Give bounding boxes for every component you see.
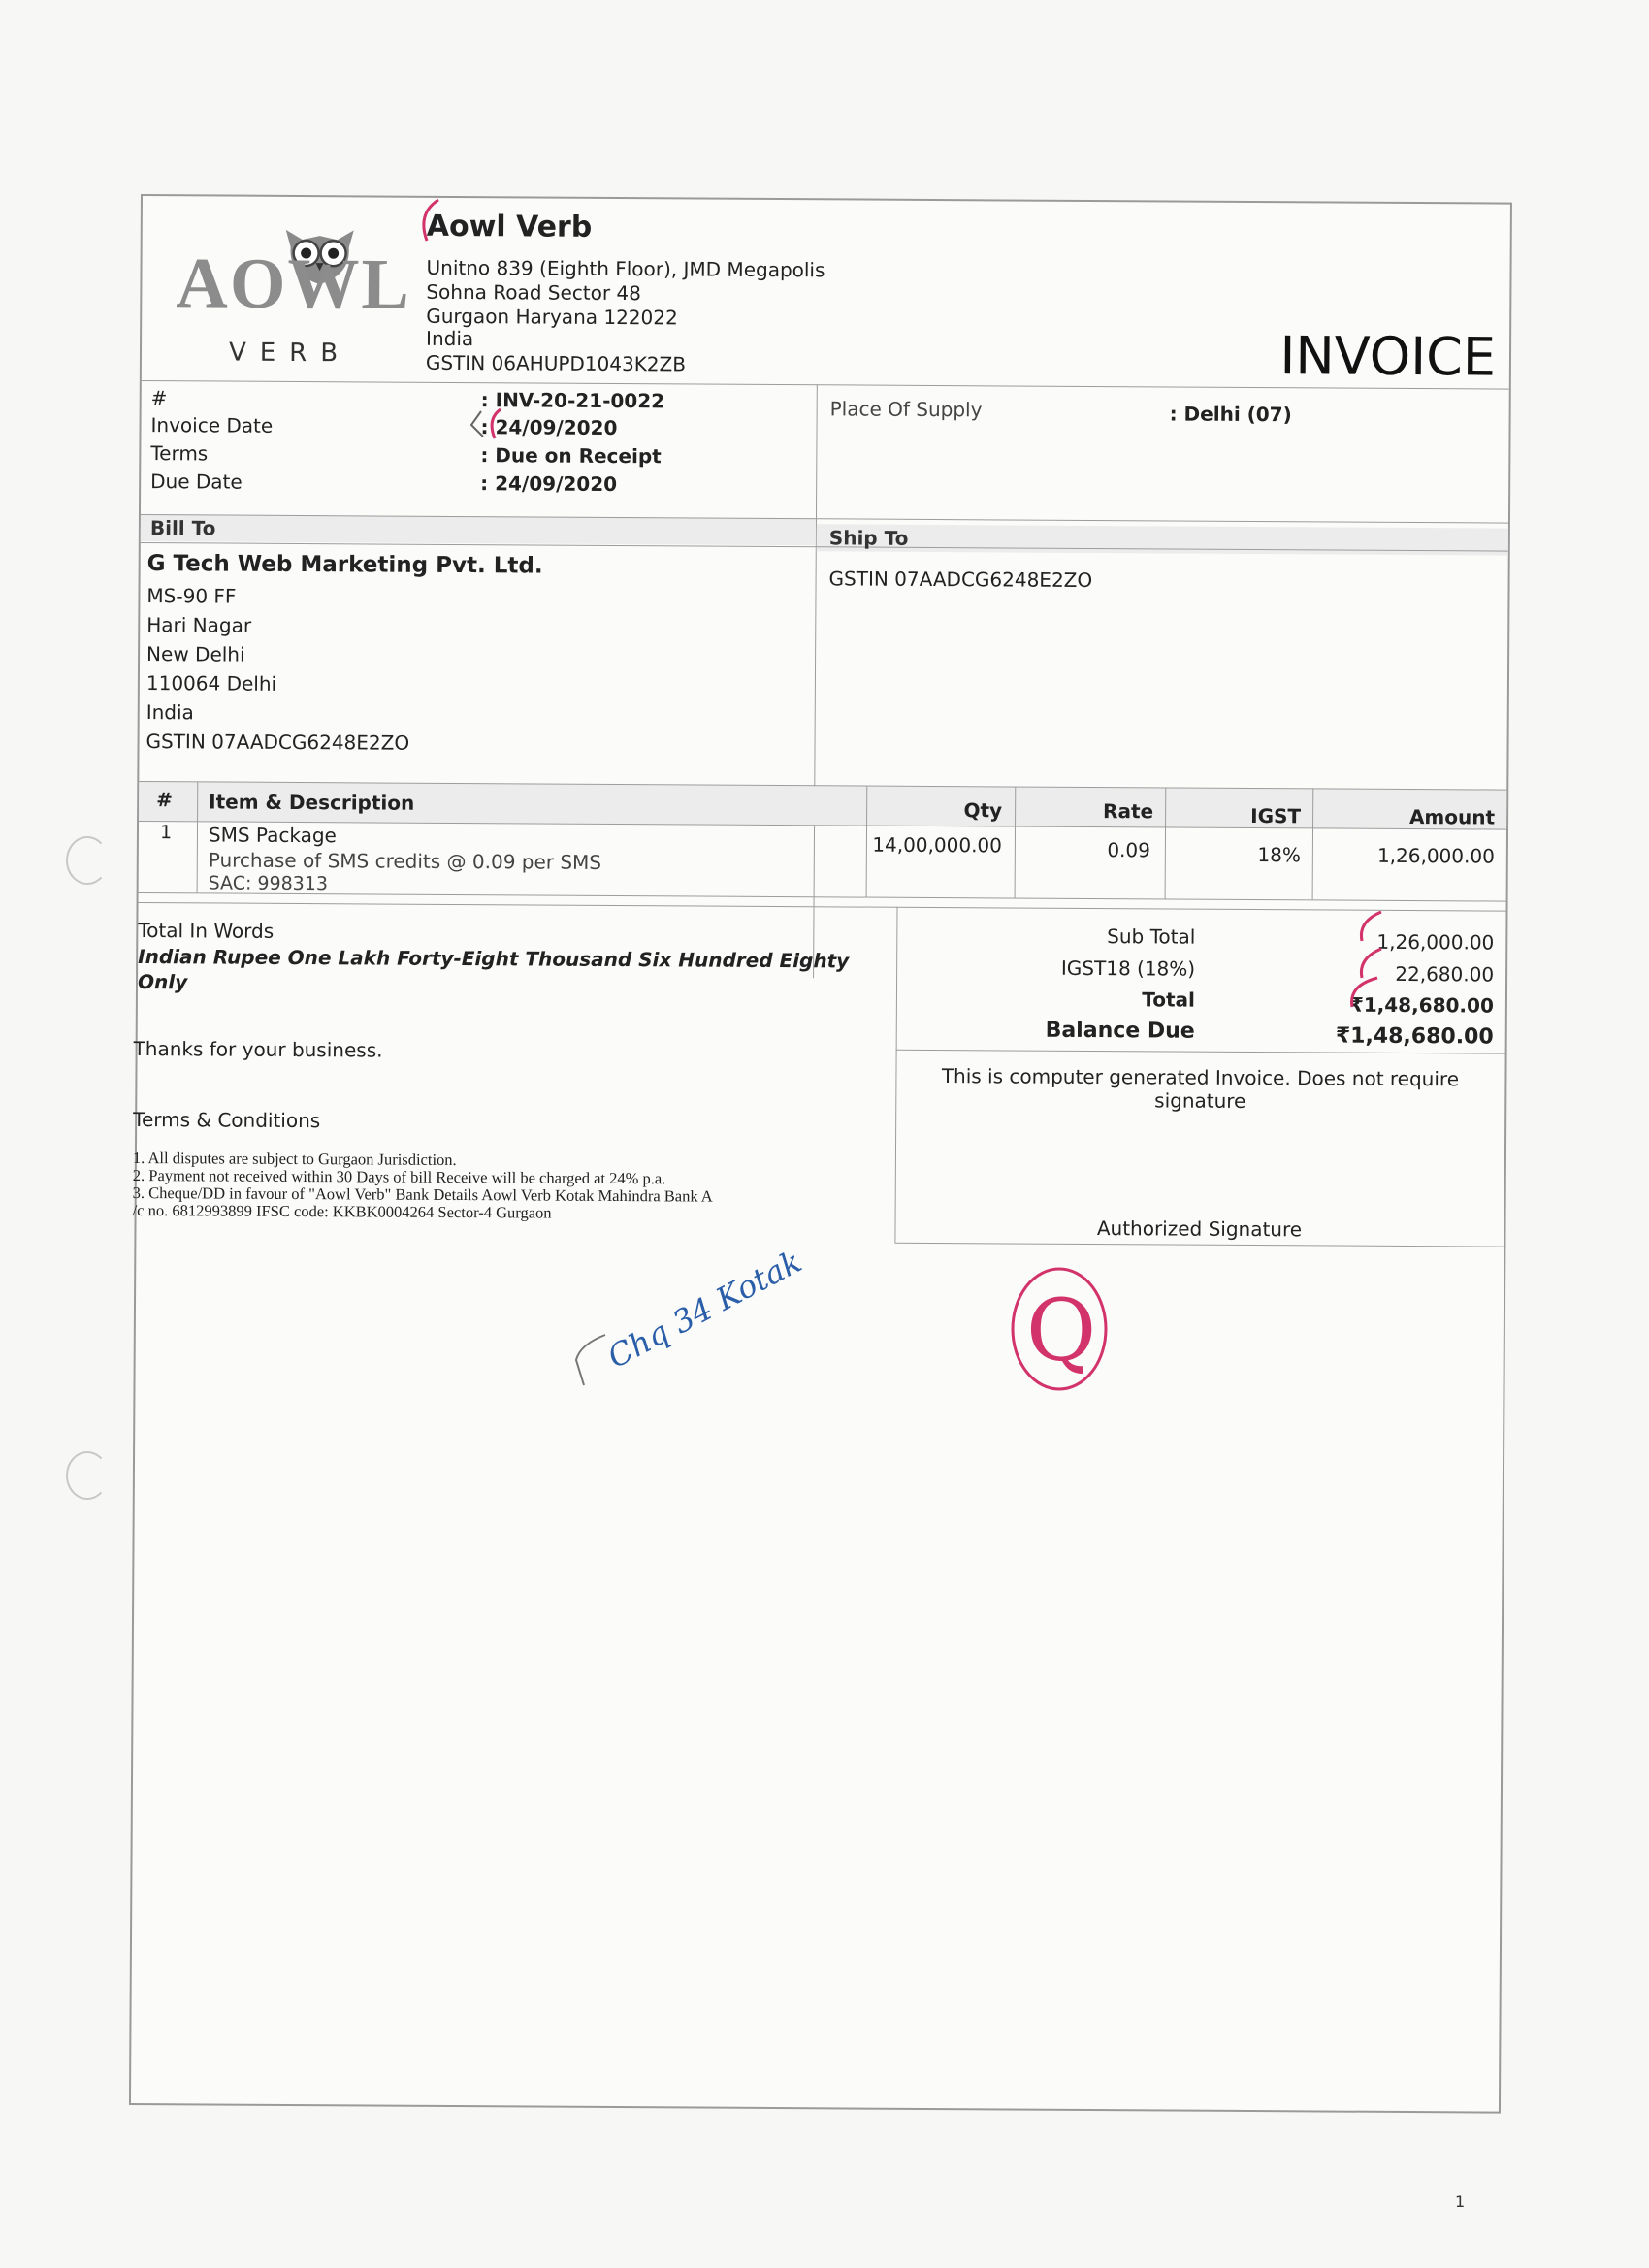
company-name: Aowl Verb (426, 209, 593, 244)
col-header-qty: Qty (963, 798, 1003, 823)
bill-to-line: 110064 Delhi (146, 671, 277, 696)
invoice-number-value: : INV-20-21-0022 (480, 388, 665, 413)
terms-line: 2. Payment not received within 30 Days of bill Receive will be charged at 24% p.a. (132, 1165, 666, 1188)
bill-to-heading: Bill To (149, 516, 216, 540)
tick-mark-icon (1348, 904, 1387, 943)
place-of-supply-value: : Delhi (07) (1169, 402, 1292, 427)
total-in-words-line: Indian Rupee One Lakh Forty-Eight Thousand Six Hundred Eighty (138, 944, 850, 973)
igst-value: 22,680.00 (1395, 961, 1495, 987)
thanks-message: Thanks for your business. (133, 1036, 383, 1062)
sub-total-label: Sub Total (1107, 924, 1196, 949)
due-date-label: Due Date (150, 470, 242, 494)
logo-sub: VERB (228, 338, 352, 369)
company-address-line: Unitno 839 (Eighth Floor), JMD Megapolis (426, 255, 825, 282)
tick-mark-icon (570, 1331, 609, 1389)
invoice-date-label: Invoice Date (150, 413, 274, 437)
place-of-supply-label: Place Of Supply (829, 397, 983, 422)
col-header-num: # (156, 788, 174, 812)
terms-line: 1. All disputes are subject to Gurgaon Jurisdiction. (132, 1148, 457, 1170)
terms-value: : Due on Receipt (480, 443, 662, 469)
company-address-line: Sohna Road Sector 48 (426, 279, 642, 306)
logo-main: AOWL (176, 243, 412, 325)
bill-to-line: New Delhi (146, 642, 245, 666)
tick-mark-icon (1339, 970, 1381, 1009)
col-header-item: Item & Description (209, 790, 415, 815)
handwritten-note: Chq 34 Kotak (601, 1243, 808, 1376)
ship-to-heading: Ship To (828, 526, 909, 550)
terms-label: Terms (150, 441, 209, 466)
col-header-rate: Rate (1103, 799, 1154, 824)
balance-due-value: ₹1,48,680.00 (1335, 1023, 1494, 1050)
bill-to-line: Hari Nagar (146, 613, 252, 637)
invoice-date-value: : 24/09/2020 (480, 415, 618, 440)
invoice-number-label: # (150, 386, 168, 410)
balance-due-label: Balance Due (1045, 1018, 1195, 1044)
signature-note: This is computer generated Invoice. Does not require (941, 1064, 1460, 1091)
tick-mark-icon (466, 405, 504, 440)
item-amount: 1,26,000.00 (1376, 843, 1495, 868)
authorized-signature-label: Authorized Signature (1096, 1216, 1303, 1242)
terms-line: /c no. 6812993899 IFSC code: KKBK0004264 Sector-4 Gurgaon (132, 1200, 552, 1222)
col-header-amount: Amount (1408, 805, 1496, 829)
terms-line: 3. Cheque/DD in favour of "Aowl Verb" Bank Details Aowl Verb Kotak Mahindra Bank A (132, 1183, 713, 1206)
item-description: Purchase of SMS credits @ 0.09 per SMS (208, 848, 602, 874)
bill-to-name: G Tech Web Marketing Pvt. Ltd. (146, 551, 543, 579)
signature-note: signature (1154, 1088, 1246, 1113)
company-gstin: GSTIN 06AHUPD1043K2ZB (425, 350, 687, 376)
item-qty: 14,00,000.00 (872, 832, 1002, 858)
bill-to-line: India (146, 700, 194, 725)
bill-to-line: MS-90 FF (146, 584, 237, 608)
item-sac: SAC: 998313 (208, 872, 329, 895)
igst-label: IGST18 (18%) (1060, 956, 1196, 981)
company-address-line: Gurgaon Haryana 122022 (426, 304, 678, 330)
ship-to-gstin: GSTIN 07AADCG6248E2ZO (828, 567, 1093, 593)
item-igst: 18% (1257, 843, 1301, 867)
total-in-words-label: Total In Words (138, 918, 275, 943)
total-value: ₹1,48,680.00 (1349, 992, 1494, 1018)
invoice-title: INVOICE (1279, 325, 1497, 388)
bill-to-gstin: GSTIN 07AADCG6248E2ZO (146, 729, 410, 755)
total-label: Total (1142, 988, 1196, 1012)
terms-heading: Terms & Conditions (133, 1107, 321, 1133)
page-number: 1 (1455, 2192, 1466, 2211)
item-name: SMS Package (208, 823, 337, 848)
company-logo (176, 219, 412, 369)
invoice-document (129, 194, 1512, 2114)
company-address-line: India (426, 326, 474, 351)
item-rate: 0.09 (1107, 838, 1150, 862)
tick-mark-icon (407, 194, 446, 243)
total-in-words-line: Only (137, 969, 188, 994)
punch-hole (66, 1451, 109, 1500)
item-num: 1 (159, 822, 173, 844)
due-date-value: : 24/09/2020 (480, 471, 618, 497)
sub-total-value: 1,26,000.00 (1376, 929, 1495, 955)
handwritten-mark: Q (1026, 1280, 1097, 1380)
punch-hole (66, 836, 109, 885)
col-header-igst: IGST (1250, 804, 1302, 828)
